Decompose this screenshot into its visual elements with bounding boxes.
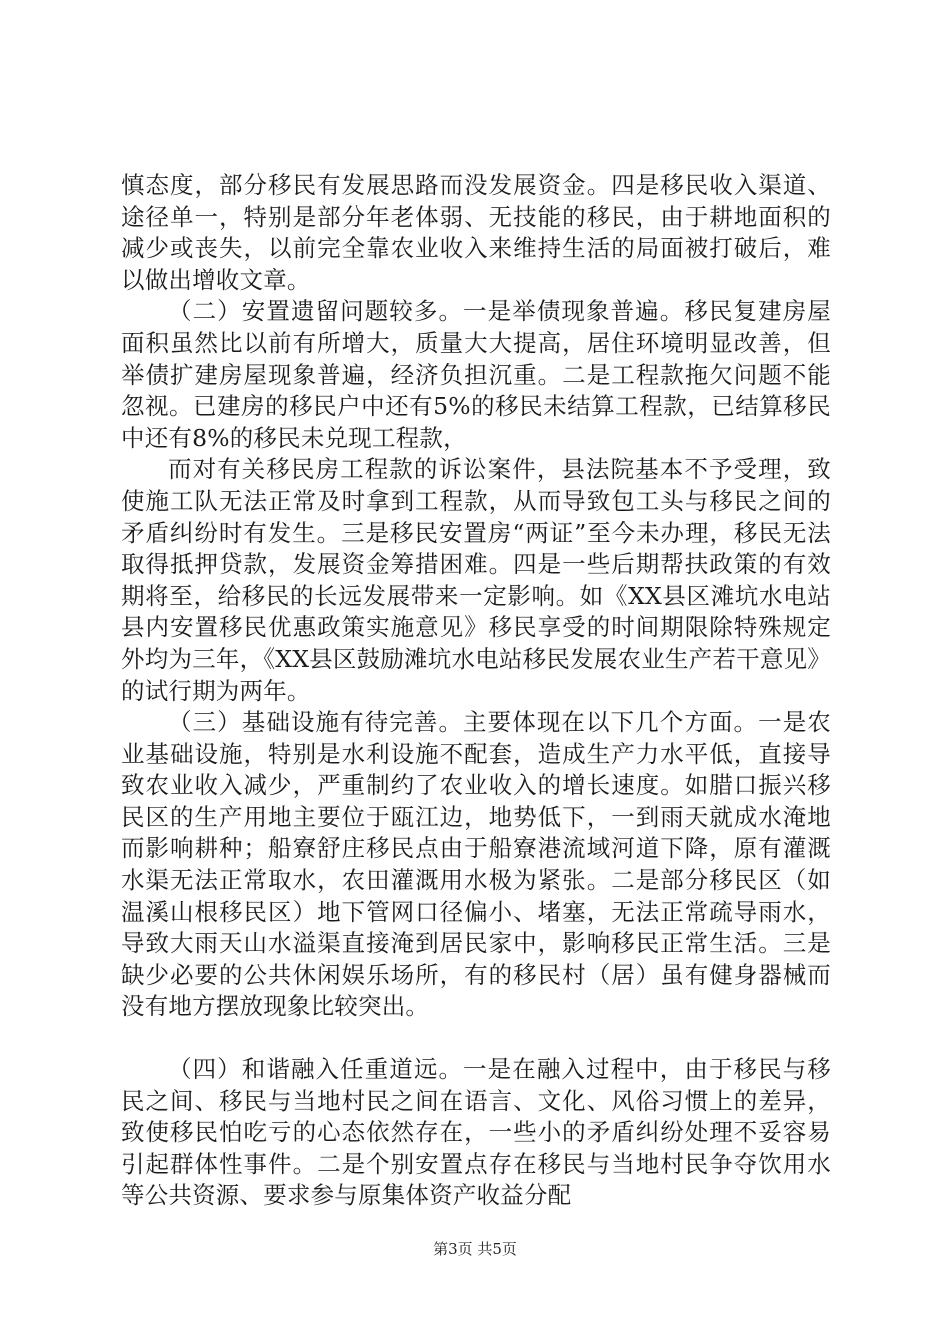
- page-number-label: 第3页 共5页: [433, 1240, 517, 1258]
- document-body: [121, 170, 831, 1212]
- paragraph-section-two: （二）安置遗留问题较多。一是举债现象普遍。移民复建房屋面积虽然比以前有所增大，质量大大提高，居住环境明显改善，但举债扩建房屋现象普遍，经济负担沉重。二是工程款拖欠问题不能忽视。已建房的移民户中还有5%的移民未结算工程款，已结算移民中还有8%的移民未兑现工程款，: [121, 297, 831, 452]
- paragraph-section-three: （三）基础设施有待完善。主要体现在以下几个方面。一是农业基础设施，特别是水利设施不配套，造成生产力水平低，直接导致农业收入减少，严重制约了农业收入的增长速度。如腊口振兴移民区的生产用地主要位于瓯江边，地势低下，一到雨天就成水淹地而影响耕种；船寮舒庄移民点由于船寮港流域河道下降，原有灌溉水渠无法正常取水，农田灌溉用水极为紧张。二是部分移民区（如温溪山根移民区）地下管网口径偏小、堵塞，无法正常疏导雨水，导致大雨天山水溢渠直接淹到居民家中，影响移民正常生活。三是缺少必要的公共休闲娱乐场所，有的移民村（居）虽有健身器械而没有地方摆放现象比较突出。: [121, 708, 831, 1021]
- paragraph-section-four: （四）和谐融入任重道远。一是在融入过程中，由于移民与移民之间、移民与当地村民之间在语言、文化、风俗习惯上的差异，致使移民怕吃亏的心态依然存在，一些小的矛盾纠纷处理不妥容易引起群体性事件。二是个别安置点存在移民与当地村民争夺饮用水等公共资源、要求参与原集体资产收益分配: [121, 1055, 831, 1210]
- page-footer: [0, 1239, 950, 1259]
- paragraph-section-two-continued: 而对有关移民房工程款的诉讼案件，县法院基本不予受理，致使施工队无法正常及时拿到工程款，从而导致包工头与移民之间的矛盾纠纷时有发生。三是移民安置房“两证”至今未办理，移民无法取得抵押贷款，发展资金筹措困难。四是一些后期帮扶政策的有效期将至，给移民的长远发展带来一定影响。如《XX县区滩坑水电站县内安置移民优惠政策实施意见》移民享受的时间期限除特殊规定外均为三年，《XX县区鼓励滩坑水电站移民发展农业生产若干意见》的试行期为两年。: [121, 455, 831, 705]
- paragraph-continuation: 慎态度，部分移民有发展思路而没发展资金。四是移民收入渠道、途径单一，特别是部分年老体弱、无技能的移民，由于耕地面积的减少或丧失，以前完全靠农业收入来维持生活的局面被打破后，难以做出增收文章。: [121, 171, 831, 294]
